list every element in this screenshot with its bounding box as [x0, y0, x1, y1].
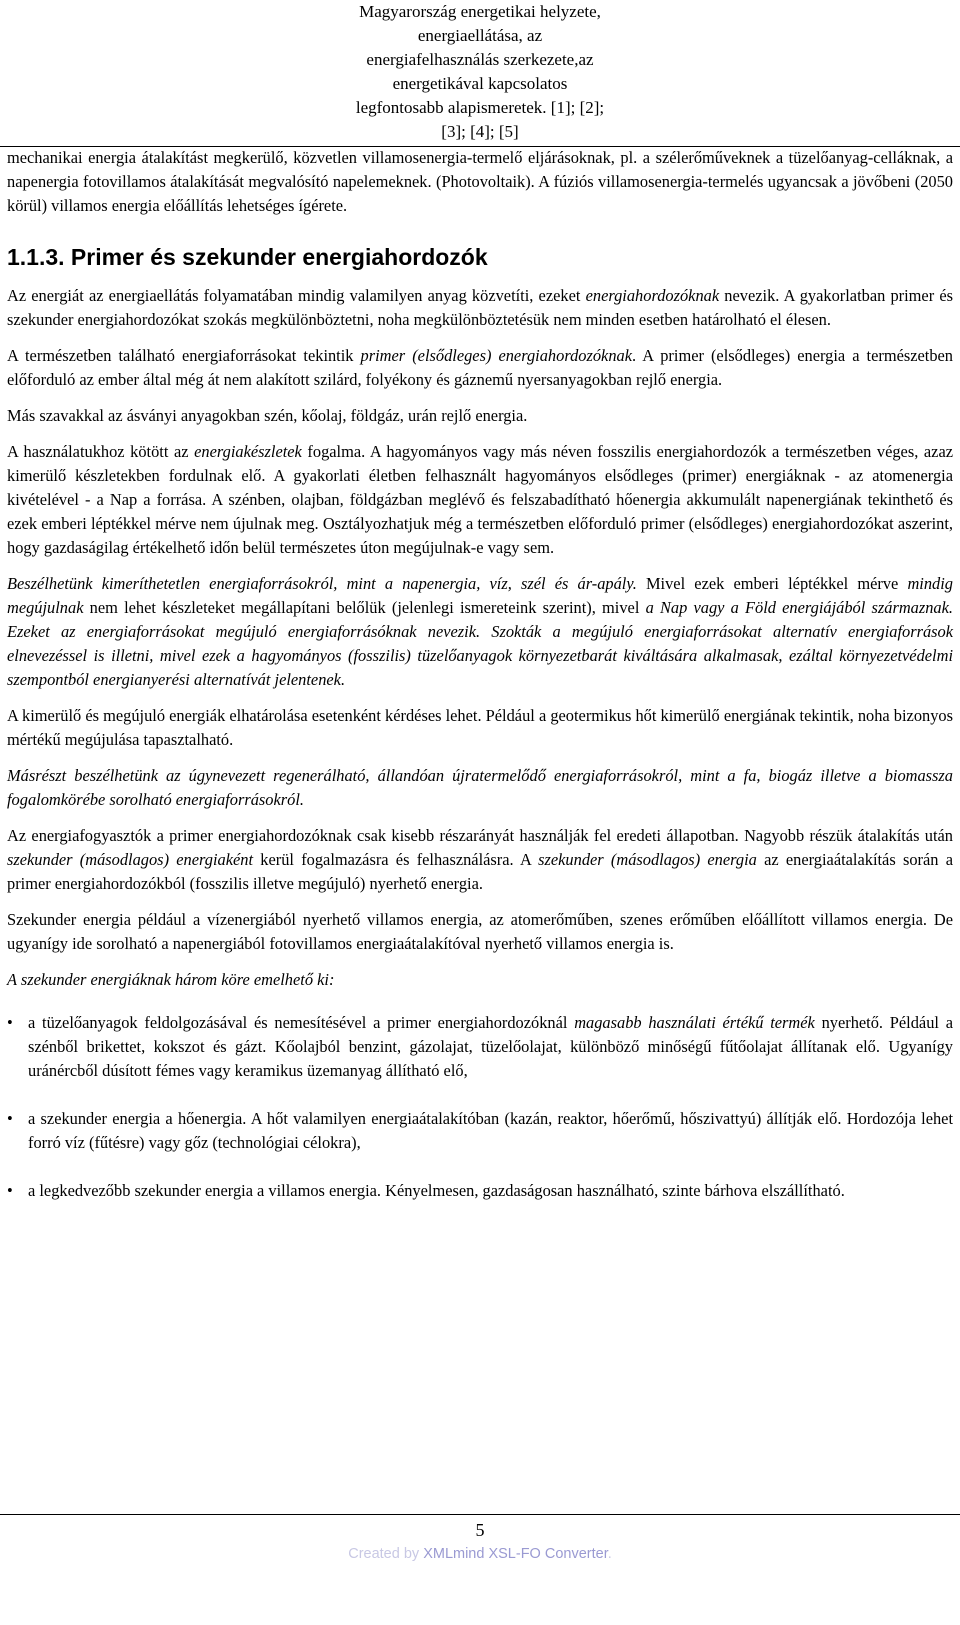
converter-credit: Created by XMLmind XSL-FO Converter.	[348, 1546, 612, 1562]
paragraph: A természetben található energiaforrásokat tekintik primer (elsődleges) energiahordozóknak. A primer (elsődleges) energia a természetben előforduló az ember által még át nem alakított szilárd, folyékony és gáznemű nyersanyagokban rejlő energia.	[7, 346, 953, 389]
header-line: Magyarország energetikai helyzete,	[359, 2, 601, 21]
header-line: energetikával kapcsolatos	[392, 74, 568, 93]
page-number: 5	[475, 1520, 485, 1540]
paragraph: Beszélhetünk kimeríthetetlen energiaforrásokról, mint a napenergia, víz, szél és ár-apály. Mivel ezek emberi léptékkel mérve mindig megújulnak nem lehet készleteket megállapítani belőlük (jelenlegi ismereteink szerint), mivel a Nap vagy a Föld energiájából származnak. Ezeket az energiaforrásokat megújuló energiaforrásóknak nevezik. Szokták a megújuló energiaforrásokat alternatív energiaforrások elnevezéssel is illetni, mivel ezek a hagyományos (fosszilis) tüzelőanyagok környezetbarát kiváltására alkalmasak, ezáltal környezetvédelmi szempontból energianyerési alternatívát jelentenek.	[7, 574, 953, 689]
header-line: [3]; [4]; [5]	[441, 122, 519, 141]
paragraph: Másrészt beszélhetünk az úgynevezett regenerálható, állandóan újratermelődő energiaforrásokról, mint a fa, biogáz illetve a biomassza fogalomkörébe sorolható energiaforrásokról.	[7, 766, 953, 809]
section-heading: 1.1.3. Primer és szekunder energiahordozók	[7, 244, 488, 270]
list-item: • a legkedvezőbb szekunder energia a villamos energia. Kényelmesen, gazdaságosan használható, szinte bárhova elszállítható.	[7, 1179, 953, 1203]
bullet-icon: •	[7, 1181, 13, 1200]
running-header	[300, 0, 660, 144]
list-item: • a tüzelőanyagok feldolgozásával és nemesítésével a primer energiahordozóknál magasabb használati értékű termék nyerhető. Például a szénből brikettet, kokszot és gázt. Kőolajból benzint, gázolajat, tüzelőolajat, különböző minőségű fűtőolajat állítanak elő. Ugyanígy uránércből dúsított fémes vagy keramikus üzemanyag állítható elő,	[7, 1013, 953, 1080]
paragraph: A kimerülő és megújuló energiák elhatárolása esetenként kérdéses lehet. Például a geotermikus hőt kimerülő energiának tekintik, noha bizonyos mértékű megújulása tapasztalható.	[7, 706, 953, 749]
footer-rule	[0, 1514, 960, 1515]
paragraph: Más szavakkal az ásványi anyagokban szén, kőolaj, földgáz, urán rejlő energia.	[7, 406, 528, 425]
paragraph: A szekunder energiáknak három köre emelhető ki:	[7, 970, 335, 989]
paragraph: A használatukhoz kötött az energiakészletek fogalma. A hagyományos vagy más néven fosszilis energiahordozók a természetben véges, azaz kimerülő készletekben fordulnak elő. A gyakorlati életben felhasznált hagyományos elsődleges (primer) energiáknak - az atomenergia kivételével - a Nap a forrása. A szénben, olajban, földgázban meglévő és felszabadítható hőenergia akkumulált napenergiának tekinthető és ezek emberi léptékkel mérve nem újulnak meg. Osztályozhatjuk még a természetben előforduló primer (elsődleges) energiahordozókat aszerint, hogy gazdaságilag értékelhető időn belül természetes úton megújulnak-e vagy sem.	[7, 442, 953, 557]
bullet-icon: •	[7, 1013, 13, 1032]
page-content	[7, 146, 953, 1203]
list-item: • a szekunder energia a hőenergia. A hőt valamilyen energiaátalakítóban (kazán, reaktor, hőerőmű, hőszivattyú) állítják elő. Hordozója lehet forró víz (fűtésre) vagy gőz (technológiai célokra),	[7, 1109, 953, 1152]
bullet-list	[7, 1011, 953, 1203]
header-line: legfontosabb alapismeretek. [1]; [2];	[355, 98, 605, 117]
paragraph: Szekunder energia például a vízenergiából nyerhető villamos energia, az atomerőműben, szenes erőműben előállított villamos energia. De ugyanígy ide sorolható a napenergiából fotovillamos energiaátalakítóval nyerhető villamos energia is.	[7, 910, 953, 953]
header-line: energiafelhasználás szerkezete,az	[366, 50, 594, 69]
bullet-icon: •	[7, 1109, 13, 1128]
header-line: energiaellátása, az	[417, 26, 543, 45]
paragraph: Az energiafogyasztók a primer energiahordozóknak csak kisebb részarányát használják fel eredeti állapotban. Nagyobb részük átalakítás után szekunder (másodlagos) energiaként kerül fogalmazásra és felhasználásra. A szekunder (másodlagos) energia az energiaátalakítás során a primer energiahordozókból (fosszilis illetve megújuló) nyerhető energia.	[7, 826, 953, 893]
paragraph: Az energiát az energiaellátás folyamatában mindig valamilyen anyag közvetíti, ezeket energiahordozóknak nevezik. A gyakorlatban primer és szekunder energiahordozókat szokás megkülönböztetni, noha megkülönböztetésük nem minden esetben határolható el élesen.	[7, 286, 953, 329]
intro-paragraph: mechanikai energia átalakítást megkerülő, közvetlen villamosenergia-termelő eljárásoknak, pl. a szélerőműveknek a tüzelőanyag-celláknak, a napenergia fotovillamos átalakítását megvalósító napelemeknek. (Photovoltaik). A fúziós villamosenergia-termelés ugyancsak a jövőbeni (2050 körül) villamos energia előállítás lehetséges ígérete.	[7, 148, 953, 215]
